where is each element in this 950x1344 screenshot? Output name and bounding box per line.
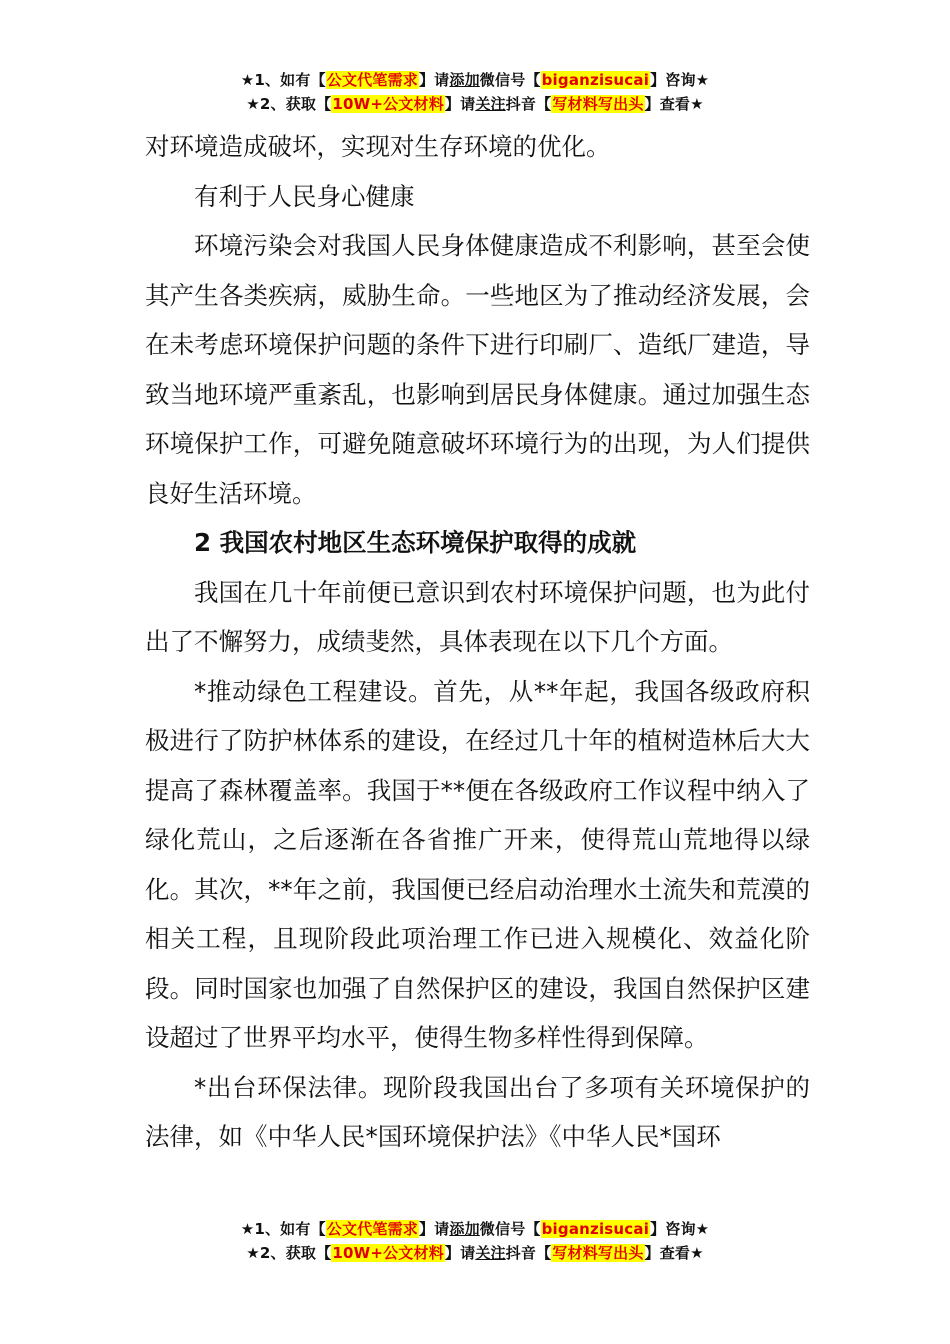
banner-highlight: 10W+公文材料 (332, 95, 444, 113)
banner-line-2 (0, 93, 950, 117)
banner-line-1 (0, 1218, 950, 1242)
banner-highlight: 10W+公文材料 (332, 1244, 444, 1262)
banner-underlined: 添加 (449, 1220, 480, 1238)
banner-underlined: 关注 (475, 1244, 506, 1262)
banner-underlined: 关注 (475, 95, 506, 113)
banner-line-1 (0, 69, 950, 93)
banner-underlined: 添加 (449, 71, 480, 89)
paragraph-health: 环境污染会对我国人民身体健康造成不利影响，甚至会使其产生各类疾病，威胁生命。一些地区为了推动经济发展，会在未考虑环境保护问题的条件下进行印刷厂、造纸厂建造，导致当地环境严重紊乱，也影响到居民身体健康。通过加强生态环境保护工作，可避免随意破坏环境行为的出现，为人们提供良好生活环境。 (145, 231, 810, 508)
banner-text: 】咨询★ (650, 1220, 710, 1238)
banner-text: 抖音【 (505, 1244, 552, 1262)
banner-text: ★1、如有【 (240, 71, 326, 89)
paragraph-continuation: 对环境造成破坏，实现对生存环境的优化。 (145, 132, 611, 161)
banner-text: 】请 (418, 71, 450, 89)
banner-text: ★2、获取【 (246, 1244, 332, 1262)
banner-highlight: biganzisucai (541, 1220, 650, 1238)
banner-highlight: 公文代笔需求 (326, 1220, 418, 1238)
paragraph-laws: *出台环保法律。现阶段我国出台了多项有关环境保护的法律，如《中华人民*国环境保护法》《中华人民*国环 (145, 1072, 810, 1151)
banner-text: 微信号【 (479, 1220, 541, 1238)
banner-line-2 (0, 1242, 950, 1266)
paragraph-green-projects: *推动绿色工程建设。首先，从**年起，我国各级政府积极进行了防护林体系的建设，在经过几十年的植树造林后大大提高了森林覆盖率。我国于**便在各级政府工作议程中纳入了绿化荒山，之后逐渐在各省推广开来，使得荒山荒地得以绿化。其次，**年之前，我国便已经启动治理水土流失和荒漠的相关工程，且现阶段此项治理工作已进入规模化、效益化阶段。同时国家也加强了自然保护区的建设，我国自然保护区建设超过了世界平均水平，使得生物多样性得到保障。 (145, 676, 810, 1052)
section-heading-2: 2 我国农村地区生态环境保护取得的成就 (194, 528, 637, 557)
banner-highlight: 写材料写出头 (552, 95, 644, 113)
banner-text: ★1、如有【 (240, 1220, 326, 1238)
banner-highlight: 公文代笔需求 (326, 71, 418, 89)
banner-text: 】查看★ (644, 1244, 704, 1262)
banner-text: 】咨询★ (650, 71, 710, 89)
subheading-health: 有利于人民身心健康 (194, 181, 415, 211)
banner-text: ★2、获取【 (246, 95, 332, 113)
banner-text: 】查看★ (644, 95, 704, 113)
footer-banner (0, 1218, 950, 1266)
header-banner (0, 69, 950, 117)
banner-text: 】请 (444, 95, 476, 113)
banner-text: 抖音【 (505, 95, 552, 113)
banner-highlight: biganzisucai (541, 71, 650, 89)
paragraph-intro: 我国在几十年前便已意识到农村环境保护问题，也为此付出了不懈努力，成绩斐然，具体表现在以下几个方面。 (145, 577, 810, 656)
banner-text: 】请 (418, 1220, 450, 1238)
banner-text: 】请 (444, 1244, 476, 1262)
banner-text: 微信号【 (479, 71, 541, 89)
document-body (145, 122, 810, 1162)
banner-highlight: 写材料写出头 (552, 1244, 644, 1262)
